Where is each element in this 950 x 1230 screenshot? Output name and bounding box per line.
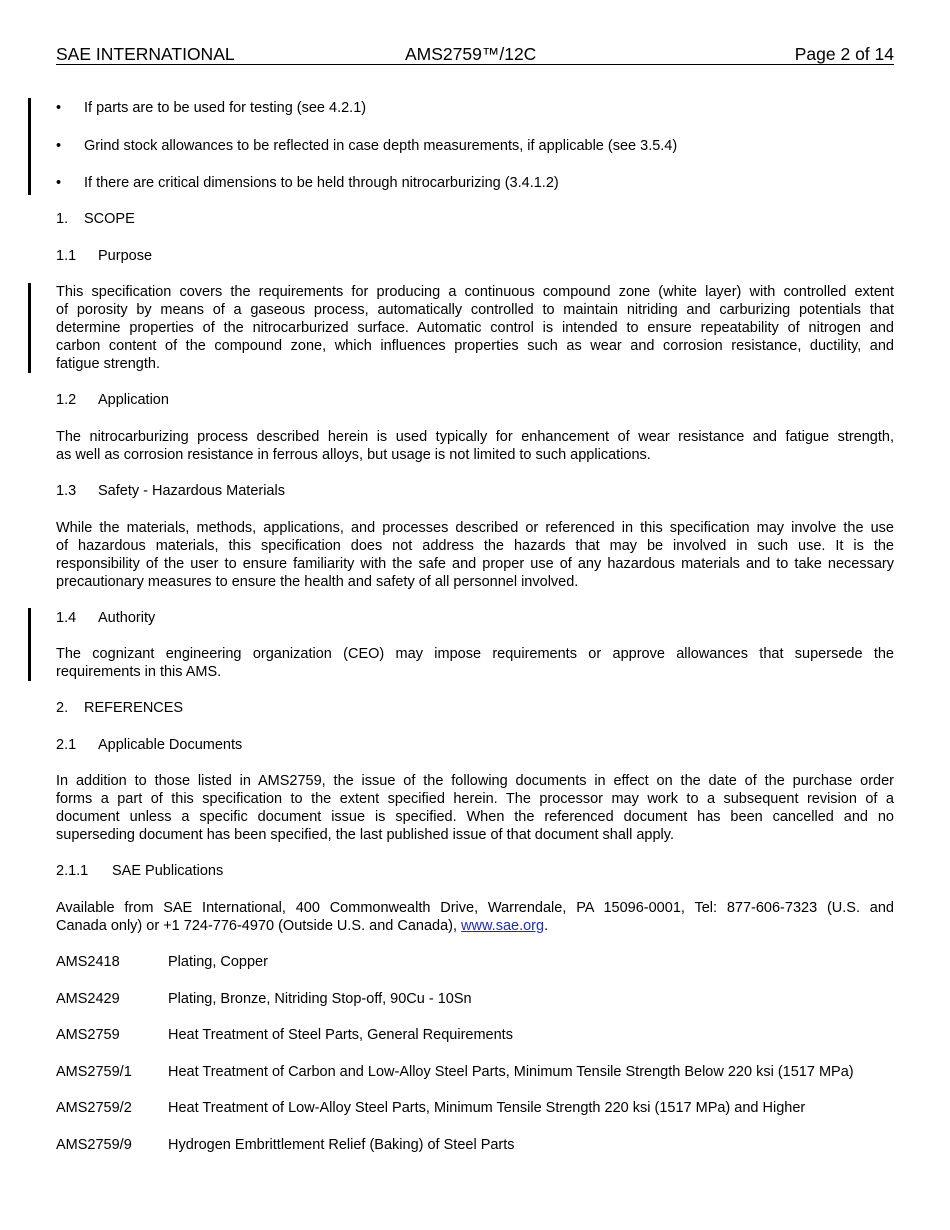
- paragraph-line-text: Canada only) or +1 724-776-4970 (Outside U.S. and Canada),: [56, 918, 462, 934]
- header-document-id: AMS2759™/12C: [405, 44, 537, 64]
- purpose-paragraph: [56, 283, 894, 373]
- paragraph-line: superseding document has been specified, the last published issue of that document shall apply.: [56, 827, 674, 843]
- paragraph-line: responsibility of the user to ensure familiarity with the safe and proper use of any hazardous materials and to take necessary: [56, 556, 894, 572]
- paragraph-line: of porosity by means of a gaseous process, automatically controlled to maintain nitriding and carburizing potentials that: [56, 302, 894, 318]
- paragraph-line-end: .: [544, 918, 549, 934]
- paragraph-line: In addition to those listed in AMS2759, the issue of the following documents in effect on the date of the purchase order: [56, 773, 894, 789]
- section-number: 1.2: [56, 392, 77, 408]
- section-number: 1.4: [56, 610, 77, 626]
- reference-code: AMS2759/9: [56, 1137, 132, 1153]
- applicable-documents-paragraph: [56, 772, 894, 844]
- change-bar: [28, 98, 31, 195]
- paragraph-line: as well as corrosion resistance in ferrous alloys, but usage is not limited to such applications.: [56, 447, 651, 463]
- reference-title: Plating, Copper: [168, 954, 268, 970]
- paragraph-line: forms a part of this specification to the extent specified herein. The processor may work to a subsequent revision of a: [56, 791, 894, 807]
- section-heading-references: REFERENCES: [84, 700, 184, 716]
- paragraph-line: carbon content of the compound zone, which influences properties such as wear and corrosion resistance, ductility, and: [56, 338, 894, 354]
- section-number: 1.: [56, 211, 69, 227]
- bullet-item: Grind stock allowances to be reflected in case depth measurements, if applicable (see 3.5.4): [84, 138, 678, 154]
- reference-title: Heat Treatment of Steel Parts, General Requirements: [168, 1027, 513, 1043]
- section-number: 2.1.1: [56, 863, 89, 879]
- paragraph-line: precautionary measures to ensure the health and safety of all personnel involved.: [56, 574, 579, 590]
- header-organization: SAE INTERNATIONAL: [56, 44, 235, 64]
- header-page-number: Page 2 of 14: [794, 44, 894, 64]
- reference-title: Heat Treatment of Low-Alloy Steel Parts, Minimum Tensile Strength 220 ksi (1517 MPa) and Higher: [168, 1100, 806, 1116]
- reference-title: Heat Treatment of Carbon and Low-Alloy Steel Parts, Minimum Tensile Strength Below 220 ksi (1517 MPa): [168, 1064, 854, 1080]
- section-heading-authority: Authority: [98, 610, 156, 626]
- section-number: 2.: [56, 700, 69, 716]
- reference-code: AMS2418: [56, 954, 120, 970]
- paragraph-line: [56, 917, 894, 935]
- authority-paragraph: [56, 645, 894, 681]
- section-heading-purpose: Purpose: [98, 248, 153, 264]
- bullet-item: If there are critical dimensions to be held through nitrocarburizing (3.4.1.2): [84, 175, 559, 191]
- paragraph-line: The nitrocarburizing process described herein is used typically for enhancement of wear resistance and fatigue strength,: [56, 429, 894, 445]
- sae-website-link[interactable]: www.sae.org: [461, 918, 545, 934]
- section-number: 2.1: [56, 737, 77, 753]
- bullet-icon: •: [56, 175, 62, 191]
- page-header: [56, 44, 894, 65]
- reference-code: AMS2759: [56, 1027, 120, 1043]
- sae-publications-paragraph: [56, 899, 894, 935]
- paragraph-line: document unless a specific document issue is specified. When the referenced document has been cancelled and no: [56, 809, 894, 825]
- section-heading-scope: SCOPE: [84, 211, 135, 227]
- paragraph-line: of hazardous materials, this specification does not address the hazards that may be involved in such use. It is the: [56, 538, 894, 554]
- paragraph-line: Available from SAE International, 400 Commonwealth Drive, Warrendale, PA 15096-0001, Tel: 877-606-7323 (U.S. and: [56, 900, 894, 916]
- reference-title: Hydrogen Embrittlement Relief (Baking) of Steel Parts: [168, 1137, 515, 1153]
- section-number: 1.3: [56, 483, 77, 499]
- section-heading-application: Application: [98, 392, 169, 408]
- safety-paragraph: [56, 519, 894, 591]
- paragraph-line: This specification covers the requirements for producing a continuous compound zone (white layer) with controlled extent: [56, 284, 894, 300]
- change-bar: [28, 608, 31, 681]
- paragraph-line: The cognizant engineering organization (CEO) may impose requirements or approve allowances that supersede the: [56, 646, 894, 662]
- reference-code: AMS2759/1: [56, 1064, 132, 1080]
- section-heading-sae-publications: SAE Publications: [112, 863, 224, 879]
- paragraph-line: determine properties of the nitrocarburized surface. Automatic control is intended to ensure repeatability of nitrogen and: [56, 320, 894, 336]
- paragraph-line: fatigue strength.: [56, 356, 160, 372]
- bullet-item: If parts are to be used for testing (see 4.2.1): [84, 100, 367, 116]
- paragraph-line: While the materials, methods, applications, and processes described or referenced in this specification may involve the use: [56, 520, 894, 536]
- bullet-icon: •: [56, 138, 62, 154]
- application-paragraph: [56, 428, 894, 464]
- section-heading-safety: Safety - Hazardous Materials: [98, 483, 285, 499]
- section-heading-applicable-documents: Applicable Documents: [98, 737, 243, 753]
- reference-code: AMS2759/2: [56, 1100, 132, 1116]
- reference-title: Plating, Bronze, Nitriding Stop-off, 90Cu - 10Sn: [168, 991, 472, 1007]
- change-bar: [28, 283, 31, 373]
- section-number: 1.1: [56, 248, 77, 264]
- paragraph-line: requirements in this AMS.: [56, 664, 222, 680]
- bullet-icon: •: [56, 100, 62, 116]
- reference-code: AMS2429: [56, 991, 120, 1007]
